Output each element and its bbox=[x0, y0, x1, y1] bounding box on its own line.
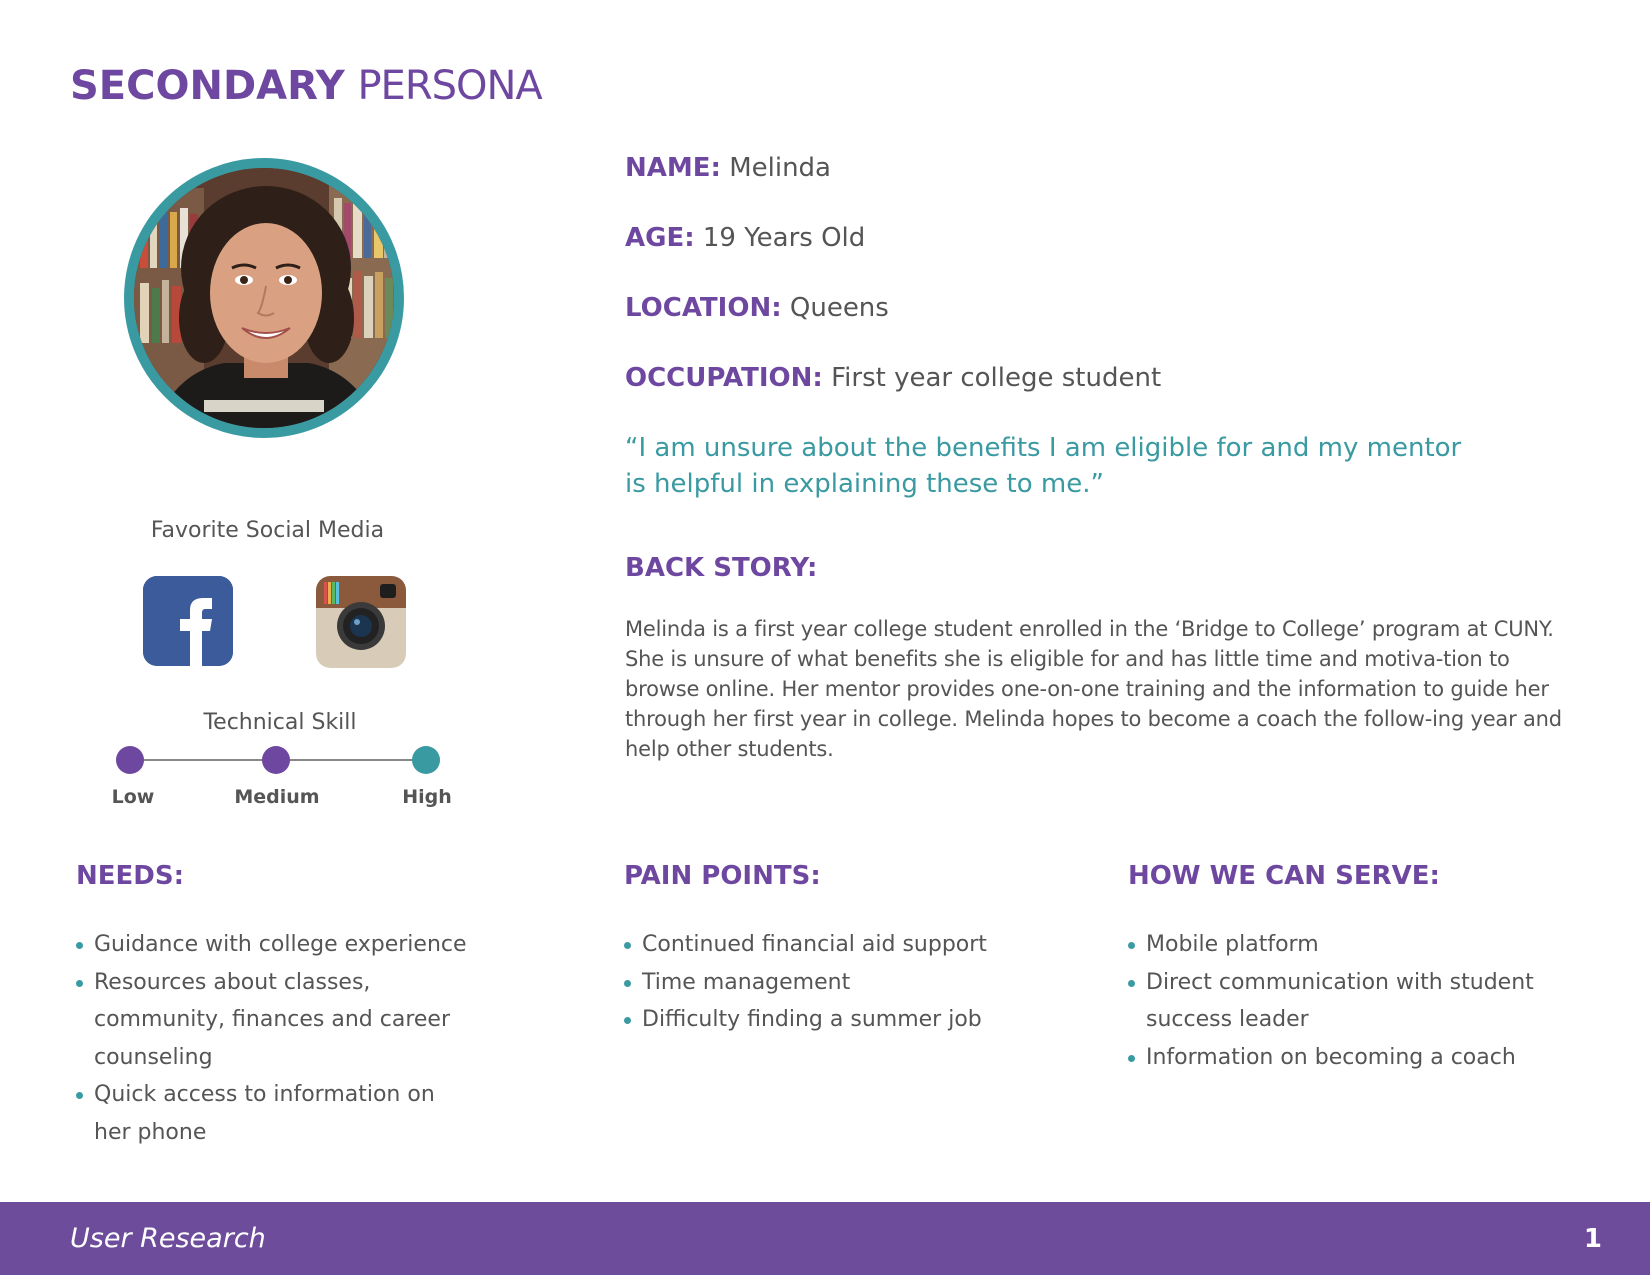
name-field bbox=[625, 150, 831, 186]
list-item: Direct communication with student success leader bbox=[1126, 964, 1546, 1039]
facebook-icon bbox=[143, 576, 233, 666]
technical-skill-scale bbox=[90, 742, 470, 822]
skill-dot-medium bbox=[262, 746, 290, 774]
persona-quote: “I am unsure about the benefits I am eligible for and my mentor is helpful in explaining these to me.” bbox=[625, 433, 1462, 499]
list-item: Information on becoming a coach bbox=[1126, 1039, 1546, 1077]
location-field bbox=[625, 290, 889, 326]
age-value: 19 Years Old bbox=[702, 223, 866, 253]
occupation-value: First year college student bbox=[831, 363, 1162, 393]
backstory-heading: BACK STORY: bbox=[625, 553, 818, 583]
list-item: Resources about classes, community, finances and career counseling bbox=[74, 964, 474, 1077]
list-item: Continued financial aid support bbox=[622, 926, 1062, 964]
skill-level-medium: Medium bbox=[234, 786, 320, 808]
skill-level-low: Low bbox=[111, 786, 155, 808]
how-we-can-serve-list bbox=[1126, 926, 1546, 1076]
name-value: Melinda bbox=[729, 153, 831, 183]
list-item: Time management bbox=[622, 964, 1062, 1002]
skill-dot-low bbox=[116, 746, 144, 774]
age-label: AGE: bbox=[625, 223, 695, 253]
location-value: Queens bbox=[789, 293, 889, 323]
avatar bbox=[124, 158, 404, 438]
list-item: Mobile platform bbox=[1126, 926, 1546, 964]
page-number: 1 bbox=[1583, 1224, 1602, 1254]
list-item: Difficulty finding a summer job bbox=[622, 1001, 1062, 1039]
occupation-label: OCCUPATION: bbox=[625, 363, 823, 393]
pain-points-list bbox=[622, 926, 1062, 1039]
pain-points-heading: PAIN POINTS: bbox=[624, 861, 821, 891]
needs-list bbox=[74, 926, 474, 1151]
needs-heading: NEEDS: bbox=[76, 861, 184, 891]
how-we-can-serve-heading: HOW WE CAN SERVE: bbox=[1128, 861, 1440, 891]
name-label: NAME: bbox=[625, 153, 721, 183]
backstory-text: Melinda is a first year college student enrolled in the ‘Bridge to College’ program at CUNY. She is unsure of what benefits she is eligible for and has little time and motiva-tion to browse online. Her mentor provides one-on-one training and the information to guide her through her first year in college. Melinda hopes to become a coach the follow-ing year and help other students. bbox=[625, 617, 1562, 761]
occupation-field bbox=[625, 360, 1161, 396]
skill-dot-high bbox=[412, 746, 440, 774]
footer-title: User Research bbox=[70, 1223, 266, 1254]
social-media-label: Favorite Social Media bbox=[150, 518, 385, 543]
page-title-bold: SECONDARY bbox=[70, 63, 345, 109]
list-item: Guidance with college experience bbox=[74, 926, 474, 964]
page-title bbox=[70, 58, 542, 114]
technical-skill-label: Technical Skill bbox=[203, 710, 357, 735]
instagram-icon bbox=[316, 576, 406, 668]
list-item: Quick access to information on her phone bbox=[74, 1076, 474, 1151]
footer-bar bbox=[0, 1202, 1650, 1275]
skill-level-high: High bbox=[402, 786, 452, 808]
age-field bbox=[625, 220, 865, 256]
page-title-light: PERSONA bbox=[357, 63, 542, 109]
location-label: LOCATION: bbox=[625, 293, 782, 323]
